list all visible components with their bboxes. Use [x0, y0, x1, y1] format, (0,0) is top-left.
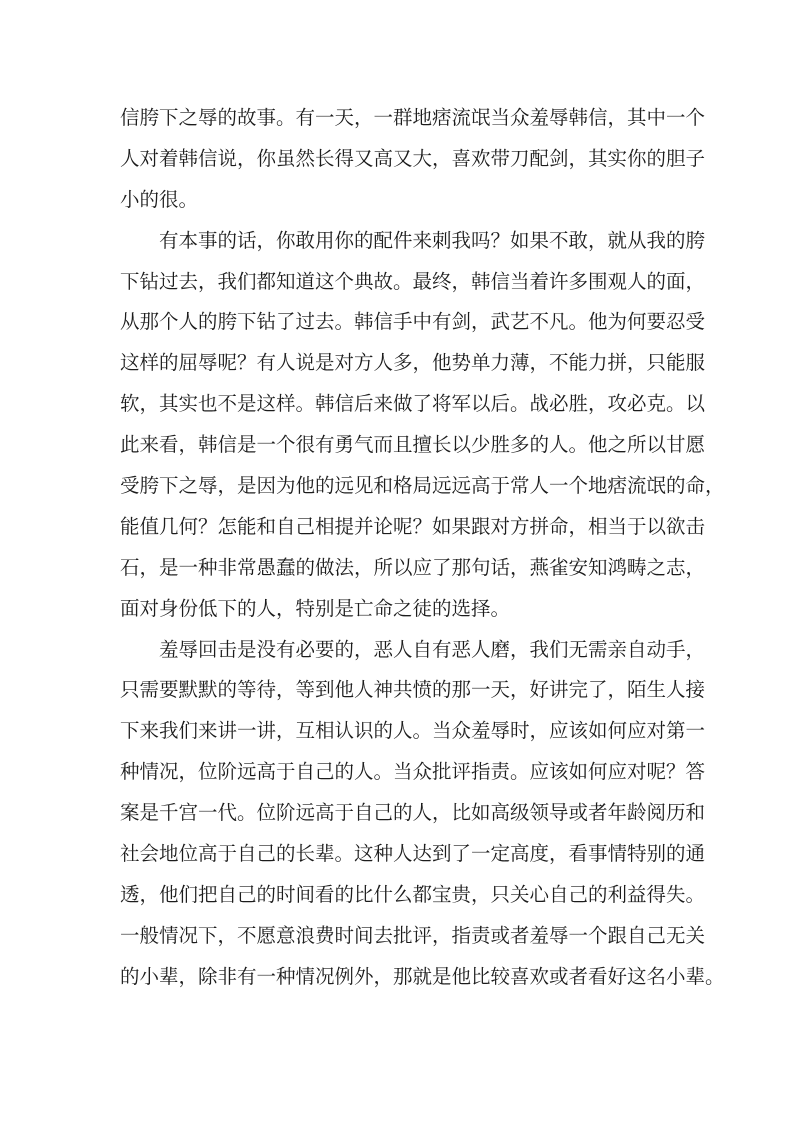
- text-line: 人对着韩信说，你虽然长得又高又大，喜欢带刀配剑，其实你的胆子: [120, 146, 706, 170]
- paragraph-1: [120, 98, 706, 221]
- text-line: 社会地位高于自己的长辈。这种人达到了一定高度，看事情特别的通: [120, 842, 706, 866]
- text-line: 羞辱回击是没有必要的，恶人自有恶人磨，我们无需亲自动手，: [120, 637, 706, 661]
- text-line: 这样的屈辱呢？有人说是对方人多，他势单力薄，不能力拼，只能服: [120, 351, 706, 375]
- text-line: 小的很。: [120, 187, 199, 211]
- text-line: 此来看，韩信是一个很有勇气而且擅长以少胜多的人。他之所以甘愿: [120, 433, 706, 457]
- text-line: 受胯下之辱，是因为他的远见和格局远远高于常人一个地痞流氓的命，: [120, 474, 725, 498]
- body-text: [120, 98, 725, 998]
- text-line: 从那个人的胯下钻了过去。韩信手中有剑，武艺不凡。他为何要忍受: [120, 310, 706, 334]
- text-line: 有本事的话，你敢用你的配件来刺我吗？如果不敢，就从我的胯: [120, 228, 706, 252]
- text-line: 能值几何？怎能和自己相提并论呢？如果跟对方拼命，相当于以欲击: [120, 514, 706, 538]
- text-line: 信胯下之辱的故事。有一天，一群地痞流氓当众羞辱韩信，其中一个: [120, 106, 706, 129]
- text-line: 透，他们把自己的时间看的比什么都宝贵，只关心自己的利益得失。: [120, 882, 706, 906]
- paragraph-2: [120, 221, 725, 630]
- text-line: 面对身份低下的人，特别是亡命之徒的选择。: [120, 596, 511, 620]
- text-line: 案是千宫一代。位阶远高于自己的人，比如高级领导或者年龄阅历和: [120, 801, 706, 825]
- text-line: 石，是一种非常愚蠢的做法，所以应了那句话，燕雀安知鸿畴之志，: [120, 555, 706, 579]
- text-line: 只需要默默的等待，等到他人神共愤的那一天，好讲完了，陌生人接: [120, 678, 706, 702]
- text-line: 一般情况下，不愿意浪费时间去批评，指责或者羞辱一个跟自己无关: [120, 923, 706, 947]
- text-line: 种情况，位阶远高于自己的人。当众批评指责。应该如何应对呢？答: [120, 760, 706, 784]
- text-line: 下来我们来讲一讲，互相认识的人。当众羞辱时，应该如何应对第一: [120, 719, 706, 743]
- text-line: 软，其实也不是这样。韩信后来做了将军以后。战必胜，攻必克。以: [120, 392, 706, 416]
- text-line: 的小辈，除非有一种情况例外，那就是他比较喜欢或者看好这名小辈。: [120, 964, 725, 988]
- text-line: 下钻过去，我们都知道这个典故。最终，韩信当着许多围观人的面，: [120, 269, 706, 293]
- paragraph-3: [120, 630, 725, 998]
